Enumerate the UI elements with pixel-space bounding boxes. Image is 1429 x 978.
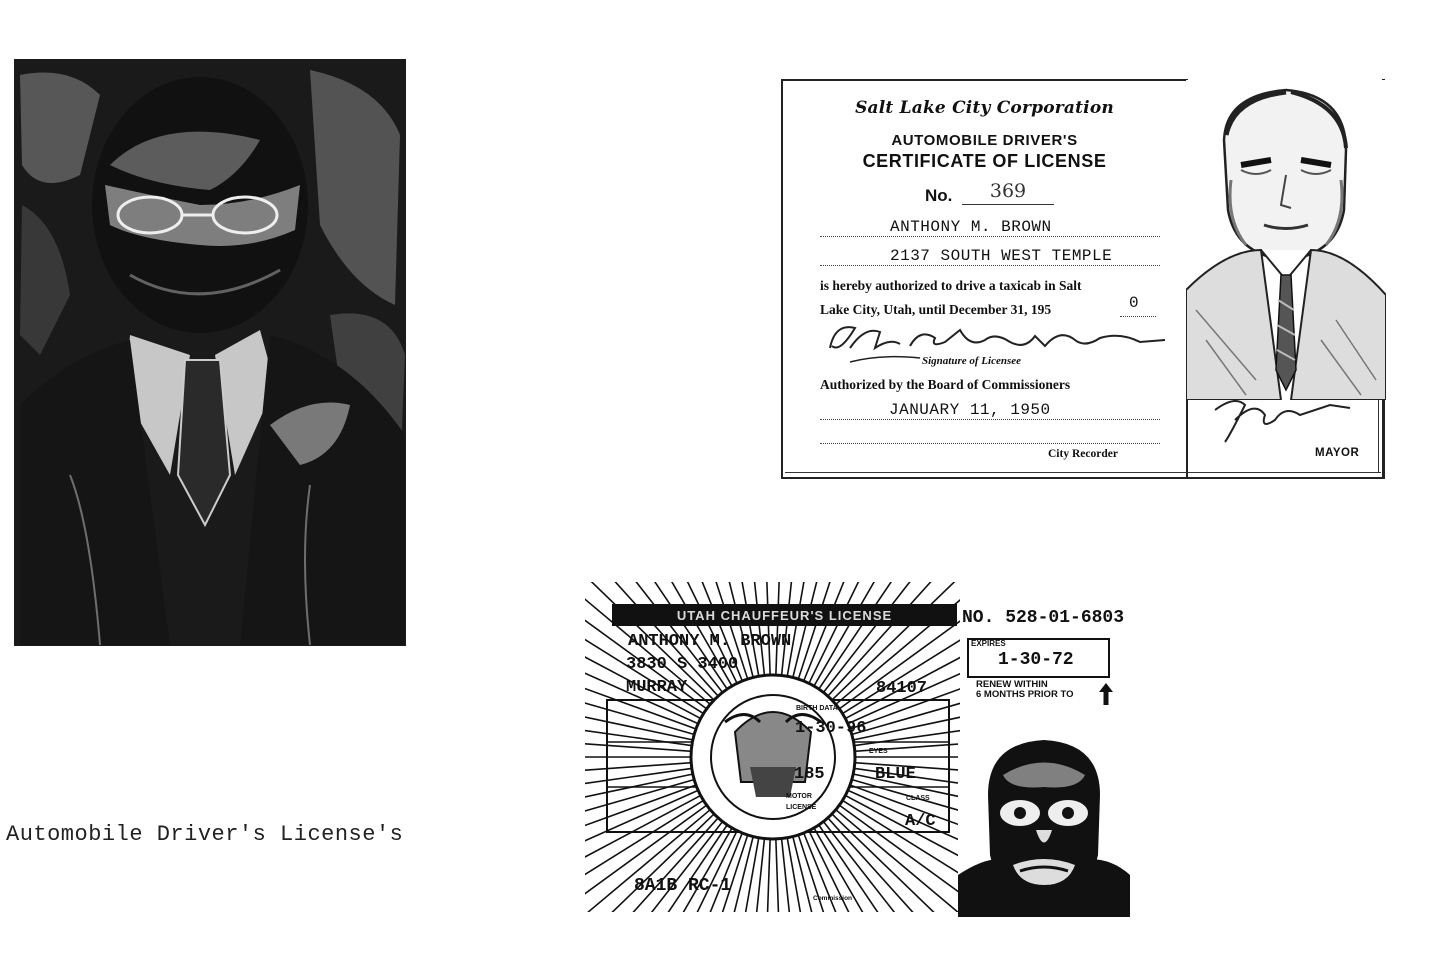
license-expires-label: EXPIRES — [971, 639, 1006, 648]
license-birth-data-label: BIRTH DATA — [796, 705, 838, 712]
license-city-field: MURRAY — [626, 678, 688, 697]
city-recorder-label: City Recorder — [1048, 448, 1118, 460]
license-class-label: CLASS — [906, 795, 930, 802]
license-renew-line2: 6 MONTHS PRIOR TO — [976, 689, 1074, 700]
dotted-line — [1120, 316, 1156, 317]
license-eyes-label: EYES — [869, 748, 888, 755]
mayor-signature — [1205, 390, 1355, 445]
license-birth-value: 1-30-96 — [795, 719, 867, 738]
license-weight-value: 185 — [794, 765, 825, 784]
signature-label: Signature of Licensee — [922, 355, 1021, 367]
license-eyes-value: BLUE — [875, 765, 916, 784]
license-expires-value: 1-30-72 — [998, 650, 1074, 670]
arrow-up-icon — [1099, 683, 1113, 705]
certificate-heading-line1: AUTOMOBILE DRIVER'S — [891, 132, 1078, 149]
certificate-frame-line — [785, 472, 1381, 473]
certificate-corporation-title: Salt Lake City Corporation — [855, 98, 1114, 118]
portrait-photo-left — [10, 55, 410, 650]
license-motor-label: MOTOR — [786, 793, 812, 800]
certificate-portrait-photo — [1186, 80, 1386, 400]
license-address-field: 3830 S 3400 — [626, 655, 739, 674]
licensee-name: ANTHONY M. BROWN — [890, 218, 1052, 236]
certificate-frame-line — [781, 477, 1385, 479]
license-number: NO. 528-01-6803 — [962, 608, 1125, 628]
license-renew-note — [976, 680, 1073, 700]
board-authorization-line: Authorized by the Board of Commissioners — [820, 377, 1071, 392]
authorization-date: JANUARY 11, 1950 — [889, 401, 1051, 419]
license-zip-field: 84107 — [876, 679, 928, 698]
authorization-text-line2: Lake City, Utah, until December 31, 195 — [820, 302, 1052, 317]
dotted-line — [820, 443, 1160, 444]
dotted-line — [820, 265, 1160, 266]
authorization-text-line1: is hereby authorized to drive a taxicab in Salt — [820, 278, 1082, 293]
license-license-label: LICENSE — [786, 804, 817, 811]
mayor-label: MAYOR — [1315, 447, 1360, 459]
page-caption: Automobile Driver's License's — [6, 822, 404, 847]
license-renew-line1: RENEW WITHIN — [976, 679, 1048, 690]
dotted-line — [820, 236, 1160, 237]
licensee-address: 2137 SOUTH WEST TEMPLE — [890, 247, 1113, 265]
license-header-title: UTAH CHAUFFEUR'S LICENSE — [676, 608, 893, 623]
license-bottom-code: 8A1B RC-1 — [634, 876, 732, 896]
license-commission-label: Commission — [813, 895, 853, 902]
certificate-number-label: No. — [925, 186, 953, 205]
certificate-heading-line2: CERTIFICATE OF LICENSE — [862, 151, 1107, 171]
expiry-year-digit: 0 — [1129, 294, 1139, 312]
license-portrait-photo — [958, 735, 1130, 917]
license-name-field: ANTHONY M. BROWN — [628, 632, 792, 651]
dotted-line — [820, 419, 1160, 420]
certificate-number-value: 369 — [962, 180, 1054, 205]
license-class-value: A/C — [905, 812, 936, 831]
